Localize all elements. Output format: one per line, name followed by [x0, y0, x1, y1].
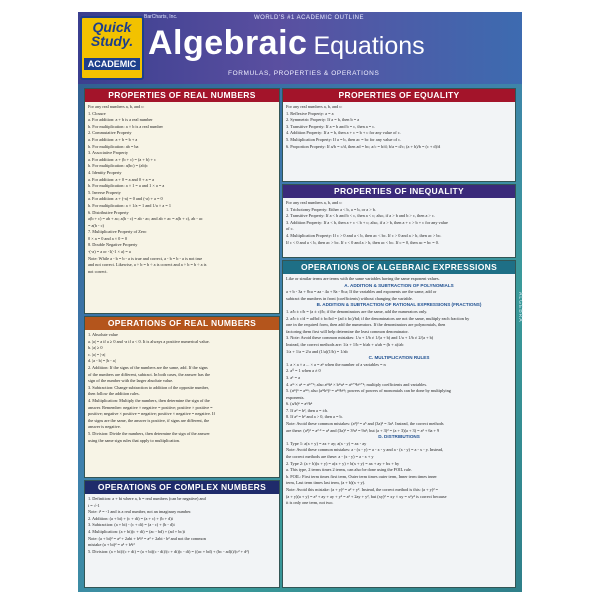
text-line: c. |a| = |-a|: [88, 351, 106, 357]
text-line: Note: Avoid these common mistakes: a - (x - y) = a - x - y and a - (x - y) = a - x - y. Instead,: [286, 447, 444, 453]
panel-heading: PROPERTIES OF REAL NUMBERS: [85, 89, 279, 102]
text-line: 4. Addition Property: If a = b, then a + c = b + c for any value of c.: [286, 130, 401, 136]
text-line: 1/a + 1/a = 2/a and (1/a)(1/b) = 1/ab: [286, 348, 348, 354]
panel-body: [286, 276, 512, 585]
text-line: 5. Division: (a + bi)/(c + di) = (a + bi)(c - di)/(c + di)(c - di) = ((ac + bd) + (bc - ad)i)/(c² + d²): [88, 548, 249, 554]
text-line: 3. Transitive Property: If a = b and b = c, then a = c.: [286, 123, 376, 129]
panel-operations-complex-numbers: [84, 480, 280, 588]
text-line: If c < 0 and a < b, then ac > bc. If c < 0 and a > b, then ac < bc. If c = 0, then ac = bc = 0.: [286, 239, 439, 245]
text-line: the signs are the same, the answer is positive, if signs are different, the: [88, 417, 210, 423]
text-line: 2. Symmetric Property: If a = b, then b = a: [286, 117, 360, 123]
panel-properties-real-numbers: [84, 88, 280, 314]
text-line: 2. Commutative Property: [88, 130, 132, 136]
text-line: 2. Addition: (a + bi) + (c + di) = (a + c) + (b + d)i: [88, 515, 173, 521]
text-line: 6. (a/b)ⁿ = aⁿ/bⁿ: [286, 401, 313, 407]
text-line: a + b - 3a + 8ca = aa - 4a + 8a - 8ca; If the variables and exponents are the same, add or: [286, 289, 437, 295]
text-line: 4. Multiplication: (a + bi)(c + di) = (ac - bd) + (ad + bc)i: [88, 528, 185, 534]
text-line: 3. a¹ = a: [286, 374, 300, 380]
text-line: 2. a⁰ = 1 when a ≠ 0: [286, 368, 321, 374]
text-line: answer. Remember: negative × negative = positive; positive × positive =: [88, 404, 213, 410]
text-line: 1. Definition: a + bi where a, b = real numbers (can be negative) and: [88, 496, 206, 501]
text-line: 6. Distributive Property: [88, 209, 129, 215]
panel-heading: PROPERTIES OF INEQUALITY: [283, 185, 515, 198]
text-line: D. DISTRIBUTIONS: [378, 434, 420, 440]
text-line: b. For multiplication: a(bc) = (ab)c: [88, 163, 148, 169]
text-line: b. |a| ≥ 0: [88, 345, 103, 351]
text-line: 5. (aᵐ)ⁿ = aᵐⁿ; also (aᵐbⁿ)ᵖ = aᵐᵖbⁿᵖ; powers of powers of monomials can be done by multiplying: [286, 388, 451, 394]
text-line: = a(b - c): [88, 222, 104, 228]
text-line: For any real numbers a, b, and c:: [286, 104, 343, 109]
panel-heading: PROPERTIES OF EQUALITY: [283, 89, 515, 102]
algebraic-intro: [286, 276, 512, 289]
text-line: not correct.: [88, 268, 108, 274]
text-line: For any real numbers a, b, and c:: [88, 104, 145, 109]
text-line: a. For addition: a + 0 = a and 0 + a = a: [88, 176, 155, 182]
text-line: exponents.: [286, 394, 305, 400]
text-line: B. ADDITION & SUBTRACTION OF RATIONAL EXPRESSIONS (FRACTIONS): [316, 302, 482, 308]
text-line: b. FOIL: First term times first term, Outer term times outer term, Inner term times inner: [286, 473, 437, 479]
text-line: then follow the addition rules.: [88, 391, 140, 397]
text-line: Note: Avoid this mistake: (a + y)² = a² + y². Instead, the correct method is this: (a + y)² =: [286, 487, 439, 492]
text-line: 5. Inverse Property: [88, 189, 121, 195]
panel-body: [88, 332, 276, 475]
text-line: a. For addition: a + (-a) = 0 and (-a) + a = 0: [88, 196, 163, 202]
text-line: a. For addition: a + b = b + a: [88, 136, 138, 142]
title-rest: Equations: [313, 32, 425, 60]
text-line: 1. Reflexive Property: a = a: [286, 110, 334, 116]
text-line: 8. If a² = b² and a > 0, then a = b.: [286, 414, 343, 420]
text-line: subtract the numbers in front (coefficients) without changing the variable.: [286, 295, 413, 301]
text-line: -(-a) = a or -1(-1 × a) = a: [88, 249, 131, 255]
text-line: 7. If a² = b², then a = ±b.: [286, 407, 329, 413]
text-line: 5. Multiplication Property: If a = b, then ac = bc for any value of c.: [286, 136, 402, 142]
text-line: a. This type, 2 terms times 2 terms, can also be done using the FOIL rule.: [286, 467, 412, 473]
text-line: Note: Avoid these common mistakes: (a²)³ = a⁵ and (3a)² = 3a². Instead, the correct methods: [286, 421, 444, 427]
text-line: 6. Proportion Property: If a/b = c/d, then ad = bc; a/c = b/d; b/a = d/c; (a + b)/b = (c + d)/d: [286, 143, 441, 149]
text-line: 1. Type 1: a(x + y) = ax + ay; a(x - y) = ax - ay: [286, 440, 367, 446]
panel-properties-inequality: [282, 184, 516, 258]
text-line: 3. Associative Property: [88, 150, 128, 156]
text-line: b. For multiplication: a × 1 = a and 1 × a = a: [88, 183, 165, 189]
text-line: A. ADDITION & SUBTRACTION OF POLYNOMIALS: [344, 282, 454, 288]
panel-body: [286, 104, 512, 179]
text-line: using the same sign rules that apply to multiplication.: [88, 437, 181, 443]
text-line: Instead, the correct methods are: 1/a + 1/b = b/ab + a/ab = (b + a)/ab: [286, 341, 404, 347]
header-banner: [78, 12, 522, 84]
text-line: 3. Subtraction: (a + bi) - (c + di) = (a - c) + (b - d)i: [88, 522, 175, 528]
text-line: term, Last term times last term, (a + b)(x + y).: [286, 480, 366, 486]
text-line: For any real numbers a, b, and c:: [286, 200, 343, 205]
text-line: 4. Multiplication: Multiply the numbers, then determine the sign of the: [88, 397, 210, 403]
text-line: 1. Trichotomy Property: Either a < b, a = b, or a > b.: [286, 206, 376, 212]
title-main: Algebraic: [148, 24, 308, 62]
panel-properties-equality: [282, 88, 516, 182]
text-line: a. For addition: a + b is a real number: [88, 117, 153, 123]
panel-body: [286, 200, 512, 255]
panel-heading: OPERATIONS OF ALGEBRAIC EXPRESSIONS: [283, 261, 515, 274]
text-line: 0 × a = 0 and a × 0 = 0: [88, 235, 128, 241]
text-line: i = √-1: [88, 502, 100, 508]
text-line: 2. a/b ± c/d = ad/bd ± bc/bd = (ad ± bc)/bd; if the denominators are not the same, multiply each fraction by: [286, 315, 470, 321]
text-line: of c.: [286, 226, 294, 232]
text-line: sign of the number with the larger absolute value.: [88, 378, 174, 384]
text-line: 3. Subtraction: Change subtraction to addition of the opposite number,: [88, 384, 209, 390]
text-line: 1. Closure: [88, 110, 106, 116]
text-line: 2. Addition: If the signs of the numbers are the same, add. If the signs: [88, 364, 208, 370]
text-line: 1. a × a × a ... × a = aⁿ when the number of a variables = n: [286, 361, 386, 367]
panel-operations-algebraic-expressions: [282, 260, 516, 588]
text-line: factoring them first will help determine the least common denominator.: [286, 328, 409, 334]
text-line: 2. Transitive Property: If a < b and b < c, then a < c; also, if a > b and b > c, then a > c.: [286, 213, 435, 219]
text-line: mistake (a + bi)² = a² + b²i²: [88, 542, 135, 548]
text-line: 3. Note: Avoid these common mistakes: 1/a + 1/b ≠ 1/(a + b) and 1/a + 1/b ≠ 2/(a + b): [286, 335, 434, 341]
text-line: b. For multiplication: a × 1/a = 1 and 1/a × a = 1: [88, 202, 171, 208]
page-title: [148, 24, 425, 63]
side-label: ALGEBRA: [517, 292, 523, 323]
text-line: the correct methods are these: a - (x - y) = a - x + y: [286, 454, 374, 460]
panel-heading: OPERATIONS OF REAL NUMBERS: [85, 317, 279, 330]
text-line: Note: i² = -1 and is a real number, not an imaginary number.: [88, 509, 192, 515]
text-line: of the numbers are different, subtract. In both cases, the answer has the: [88, 371, 210, 377]
text-line: C. MULTIPLICATION RULES: [368, 355, 430, 361]
text-line: it is only one term, not two.: [286, 500, 334, 506]
text-line: positive; negative × positive = negative; positive × negative = negative. If: [88, 411, 215, 417]
text-line: answer is negative.: [88, 424, 121, 430]
text-line: Like or similar terms are terms with the same variables having the same exponent values.: [286, 276, 440, 281]
page-subtitle: FORMULAS, PROPERTIES & OPERATIONS: [228, 70, 380, 77]
text-line: 1. Absolute value: [88, 332, 118, 337]
text-line: a(b + c) = ab + ac; a(b - c) = ab - ac; and ab + ac = a(b + c), ab - ac: [88, 216, 203, 222]
text-line: are these: (a²)³ = a²·³ = a⁶ and (3a)² = 3²a² = 9a²; but (a + 3)² = (a + 3)(a + 3) = a² + 6a + 9: [286, 427, 440, 433]
text-line: 3. Addition Property: If a < b, then a + c < b + c; also, if a > b, then a + c > b + c for any value: [286, 219, 448, 225]
panel-operations-real-numbers: [84, 316, 280, 478]
text-line: d. |a - b| = |b - a|: [88, 358, 116, 364]
text-line: 4. Identity Property: [88, 169, 122, 175]
panel-heading: OPERATIONS OF COMPLEX NUMBERS: [85, 481, 279, 494]
text-line: 1. a/b ± c/b = (a ± c)/b; if the denominators are the same, add the numerators only.: [286, 308, 428, 314]
text-line: b. For multiplication: a × b is a real number: [88, 123, 163, 129]
text-line: (a + y)(a + y) = a² + ay + ay + y² = a² + 2ay + y², but (xy)² = xy × xy = x²y² is correct because: [286, 493, 447, 499]
quickstudy-logo: Quick Study. ACADEMIC: [80, 16, 144, 80]
text-line: b. For multiplication: ab = ba: [88, 143, 139, 149]
text-line: 4. Multiplication Property: If c > 0 and a < b, then ac < bc. If c > 0 and a > b, then ac > bc.: [286, 232, 442, 238]
text-line: a. For addition: a + (b + c) = (a + b) + c: [88, 156, 156, 162]
text-line: and not correct. Likewise, a ÷ b = b ÷ a is correct and a ÷ b = b ÷ a is: [88, 262, 207, 268]
panel-body: [88, 104, 276, 311]
text-line: 8. Double Negative Property: [88, 242, 138, 248]
text-line: Note: (a + bi)² = a² + 2abi + b²i² = a² + 2abi - b² and not the common: [88, 535, 206, 541]
text-line: 2. Type 2: (a + b)(x + y) = a(x + y) + b(x + y) = ax + ay + bx + by: [286, 460, 400, 466]
outline-tagline: WORLD'S #1 ACADEMIC OUTLINE: [254, 15, 364, 21]
text-line: 4. aᵐ × aⁿ = aᵐ⁺ⁿ; also aᵐbⁿ × bᵐaⁿ = aᵐ⁺ⁿbᵐ⁺ⁿ; multiply coefficients and variables.: [286, 381, 428, 387]
study-sheet: [78, 12, 522, 592]
text-line: 7. Multiplicative Property of Zero: [88, 229, 147, 235]
publisher-label: BarCharts, Inc.: [144, 14, 178, 20]
panel-body: [88, 496, 276, 585]
algebraic-lines: [286, 289, 512, 507]
text-line: a. |a| = a if a ≥ 0 and -a if a < 0. It is always a positive numerical value.: [88, 338, 210, 344]
text-line: 5. Division: Divide the numbers, then determine the sign of the answer: [88, 430, 210, 436]
text-line: Note: While a - b = b - a is true and correct, a - b = b - a is not true: [88, 255, 203, 261]
text-line: one in the required form, then add the numerators. If the denominators are polynomials, then: [286, 322, 446, 328]
